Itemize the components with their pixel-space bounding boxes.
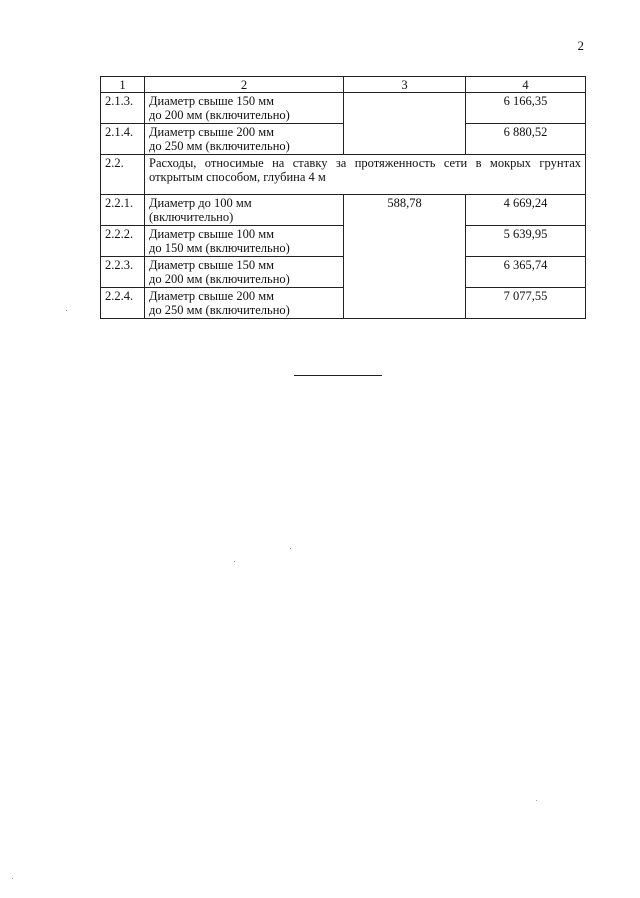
section-row bbox=[101, 155, 586, 195]
row-value: 6 166,35 bbox=[466, 93, 586, 124]
column-header-3: 3 bbox=[344, 77, 466, 93]
description-line: Диаметр свыше 150 мм bbox=[149, 258, 275, 272]
scan-speck bbox=[66, 310, 67, 311]
scan-speck bbox=[12, 878, 13, 879]
description-line: Диаметр свыше 150 мм bbox=[149, 94, 275, 108]
column-header-2: 2 bbox=[145, 77, 344, 93]
description-line: до 200 мм (включительно) bbox=[149, 108, 290, 122]
row-description bbox=[145, 195, 344, 226]
row-description bbox=[145, 124, 344, 155]
description-line: Диаметр свыше 200 мм bbox=[149, 289, 275, 303]
section-number: 2.2. bbox=[101, 155, 145, 195]
row-number: 2.2.4. bbox=[101, 288, 145, 319]
row-value: 7 077,55 bbox=[466, 288, 586, 319]
scan-speck bbox=[536, 800, 537, 801]
table-header-row bbox=[101, 77, 586, 93]
row-value: 6 365,74 bbox=[466, 257, 586, 288]
scan-speck bbox=[290, 548, 291, 549]
row-number: 2.1.4. bbox=[101, 124, 145, 155]
row-description bbox=[145, 226, 344, 257]
section-title: Расходы, относимые на ставку за протяженность сети в мокрых грунтах открытым способом, глубина 4 м bbox=[145, 155, 586, 195]
row-number: 2.2.3. bbox=[101, 257, 145, 288]
table-row bbox=[101, 226, 586, 257]
description-line: Диаметр свыше 200 мм bbox=[149, 125, 275, 139]
page-number: 2 bbox=[577, 38, 584, 53]
description-line: до 250 мм (включительно) bbox=[149, 303, 290, 317]
table-row bbox=[101, 257, 586, 288]
row-value: 5 639,95 bbox=[466, 226, 586, 257]
row-value: 6 880,52 bbox=[466, 124, 586, 155]
column-header-1: 1 bbox=[101, 77, 145, 93]
row-number: 2.2.2. bbox=[101, 226, 145, 257]
row-description bbox=[145, 288, 344, 319]
closing-rule bbox=[294, 375, 382, 376]
description-line: Диаметр свыше 100 мм bbox=[149, 227, 275, 241]
scan-speck bbox=[234, 561, 235, 562]
row-number: 2.1.3. bbox=[101, 93, 145, 124]
row-description bbox=[145, 93, 344, 124]
description-line: (включительно) bbox=[149, 210, 234, 224]
description-line: до 150 мм (включительно) bbox=[149, 241, 290, 255]
row-description bbox=[145, 257, 344, 288]
table-row bbox=[101, 195, 586, 226]
table-row bbox=[101, 288, 586, 319]
table-row bbox=[101, 93, 586, 124]
description-line: до 250 мм (включительно) bbox=[149, 139, 290, 153]
tariff-table bbox=[100, 76, 586, 319]
shared-rate-value: 588,78 bbox=[344, 195, 466, 319]
row-number: 2.2.1. bbox=[101, 195, 145, 226]
column-header-4: 4 bbox=[466, 77, 586, 93]
description-line: до 200 мм (включительно) bbox=[149, 272, 290, 286]
empty-rate-cell bbox=[344, 93, 466, 155]
table-row bbox=[101, 124, 586, 155]
row-value: 4 669,24 bbox=[466, 195, 586, 226]
description-line: Диаметр до 100 мм bbox=[149, 196, 252, 210]
